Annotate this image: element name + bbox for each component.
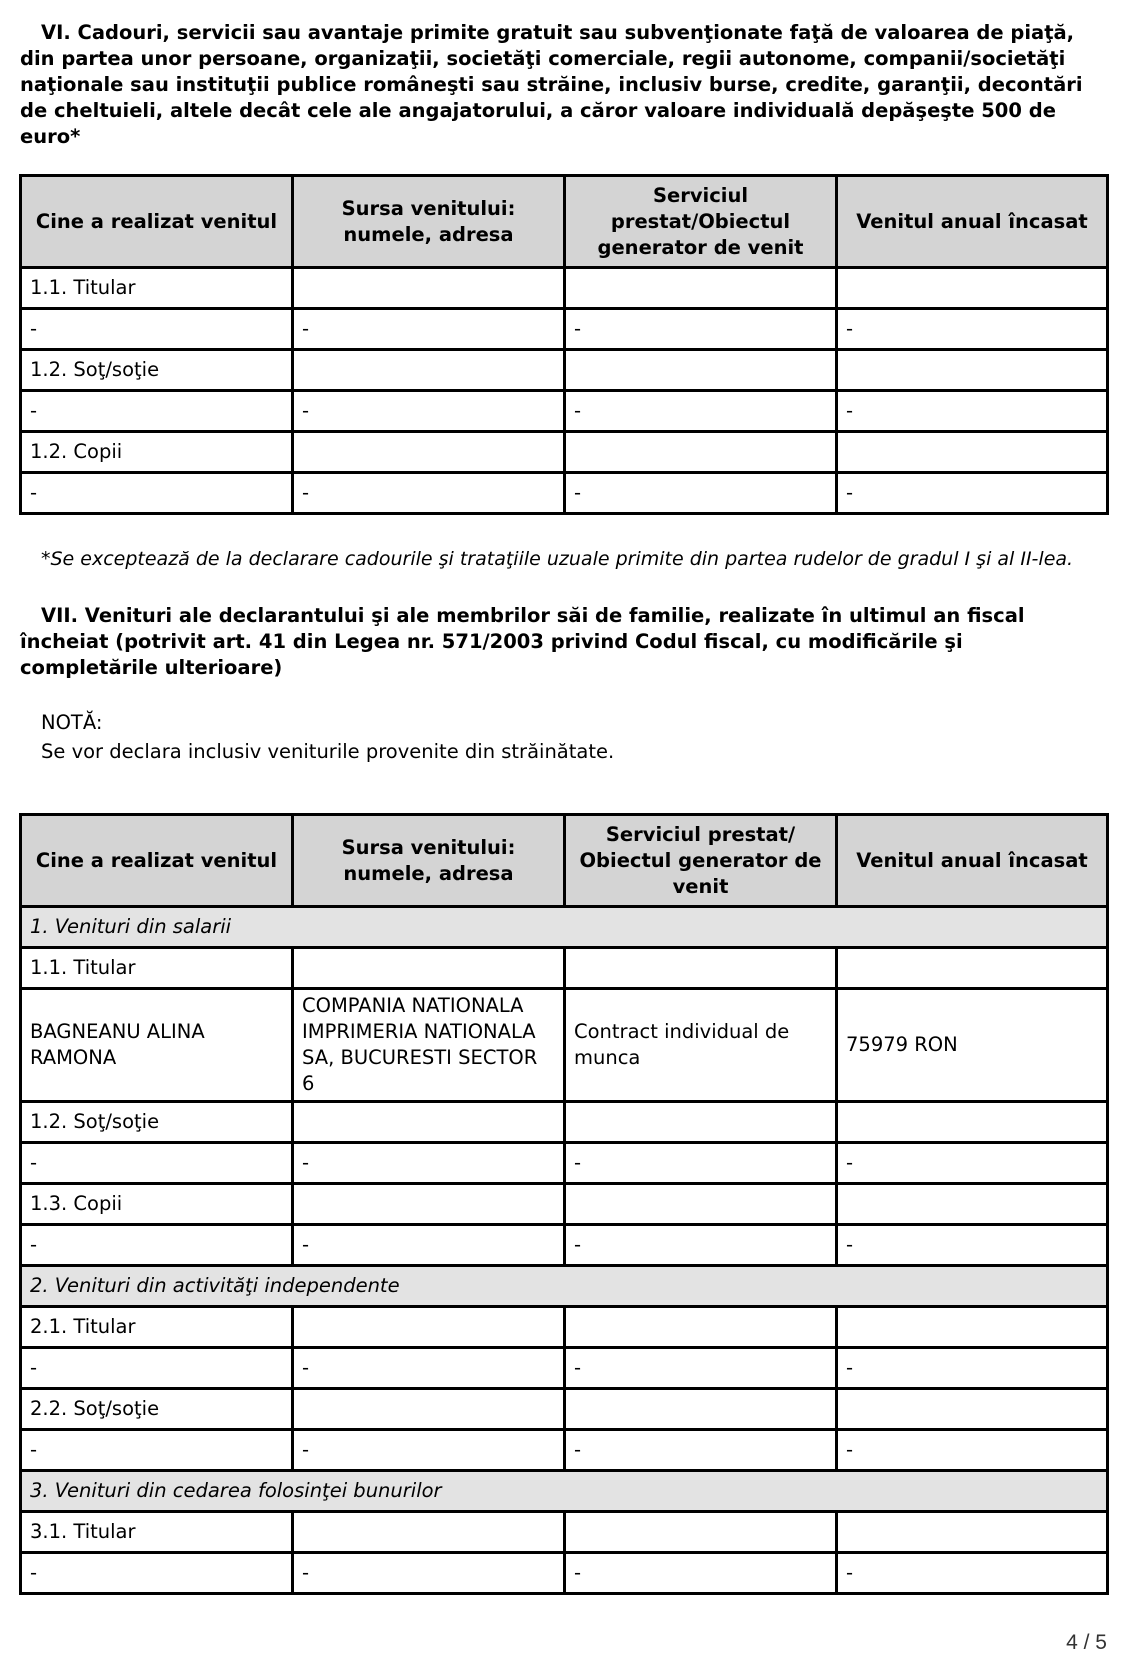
table-cell — [837, 1102, 1108, 1143]
header-service-provided: Serviciul prestat/Obiectul generator de venit — [565, 176, 837, 268]
table-cell: - — [565, 1225, 837, 1266]
table-cell: - — [837, 1225, 1108, 1266]
table-cell: BAGNEANU ALINA RAMONA — [21, 989, 293, 1102]
table-cell: - — [21, 1143, 293, 1184]
table-cell: - — [837, 309, 1108, 350]
table-cell: - — [565, 1348, 837, 1389]
header-income-source: Sursa venitului: numele, adresa — [293, 176, 565, 268]
table-row — [21, 989, 1108, 1102]
group-title: 3. Venituri din cedarea folosinţei bunurilor — [21, 1471, 1108, 1512]
table-row — [21, 268, 1108, 309]
header-income-source: Sursa venitului: numele, adresa — [293, 815, 565, 907]
section-7-table — [19, 813, 1109, 1595]
table-cell — [293, 1102, 565, 1143]
table-cell: - — [293, 1430, 565, 1471]
table-row — [21, 948, 1108, 989]
table-cell: - — [293, 309, 565, 350]
table-row — [21, 432, 1108, 473]
table-cell: - — [565, 391, 837, 432]
table-cell: - — [565, 1553, 837, 1594]
table-cell: 1.2. Soţ/soţie — [21, 350, 293, 391]
table-row — [21, 1307, 1108, 1348]
table-cell — [565, 350, 837, 391]
table-cell: - — [21, 1348, 293, 1389]
table-cell: - — [293, 1143, 565, 1184]
table-row — [21, 1348, 1108, 1389]
table-cell — [837, 1184, 1108, 1225]
table-cell — [293, 948, 565, 989]
table-cell — [293, 432, 565, 473]
table-row — [21, 1102, 1108, 1143]
table-row — [21, 1430, 1108, 1471]
table-cell: - — [21, 1430, 293, 1471]
table-cell: - — [293, 391, 565, 432]
table-cell: 1.2. Soţ/soţie — [21, 1102, 293, 1143]
table-cell: 3.1. Titular — [21, 1512, 293, 1553]
table-cell: - — [21, 1225, 293, 1266]
section-row-salaries — [21, 907, 1108, 948]
table-cell — [565, 1307, 837, 1348]
table-cell: - — [293, 473, 565, 514]
table-cell: 1.2. Copii — [21, 432, 293, 473]
table-cell: - — [565, 473, 837, 514]
group-title: 1. Venituri din salarii — [21, 907, 1108, 948]
table-row — [21, 350, 1108, 391]
table-cell: - — [837, 1553, 1108, 1594]
table-row — [21, 1553, 1108, 1594]
table-row — [21, 391, 1108, 432]
table-cell — [565, 948, 837, 989]
table-row — [21, 1512, 1108, 1553]
table-cell: - — [21, 1553, 293, 1594]
table-cell — [565, 1389, 837, 1430]
table-cell: - — [565, 309, 837, 350]
table-cell: - — [565, 1430, 837, 1471]
table-cell: - — [21, 473, 293, 514]
table-cell — [293, 1389, 565, 1430]
table-header-row — [21, 176, 1108, 268]
table-cell: - — [293, 1348, 565, 1389]
table-cell: - — [21, 309, 293, 350]
table-cell — [293, 350, 565, 391]
table-row — [21, 1184, 1108, 1225]
table-cell — [837, 350, 1108, 391]
table-cell: - — [837, 1430, 1108, 1471]
section-6-table — [19, 174, 1109, 515]
table-cell — [293, 268, 565, 309]
table-row — [21, 473, 1108, 514]
table-header-row — [21, 815, 1108, 907]
table-cell: COMPANIA NATIONALA IMPRIMERIA NATIONALA SA, BUCURESTI SECTOR 6 — [293, 989, 565, 1102]
note-label: NOTĂ: — [41, 711, 103, 734]
table-cell — [837, 1389, 1108, 1430]
header-annual-income: Venitul anual încasat — [837, 815, 1108, 907]
table-cell — [837, 432, 1108, 473]
header-income-earner: Cine a realizat venitul — [21, 815, 293, 907]
section-7-heading: VII. Venituri ale declarantului şi ale membrilor săi de familie, realizate în ultimul an fiscal încheiat (potrivit art. 41 din Legea nr. 571/2003 privind Codul fiscal, cu modificările şi completările ulterioare) — [20, 604, 1025, 679]
table-cell: 1.1. Titular — [21, 268, 293, 309]
table-cell — [837, 1512, 1108, 1553]
table-cell — [565, 1184, 837, 1225]
note-text: Se vor declara inclusiv veniturile provenite din străinătate. — [41, 740, 615, 763]
table-cell: 2.1. Titular — [21, 1307, 293, 1348]
table-cell: 1.3. Copii — [21, 1184, 293, 1225]
table-cell — [565, 268, 837, 309]
table-row — [21, 309, 1108, 350]
table-cell — [565, 432, 837, 473]
table-cell — [565, 1512, 837, 1553]
table-cell: 1.1. Titular — [21, 948, 293, 989]
table-cell: - — [837, 1143, 1108, 1184]
group-title: 2. Venituri din activităţi independente — [21, 1266, 1108, 1307]
table-cell: Contract individual de munca — [565, 989, 837, 1102]
table-cell: - — [565, 1143, 837, 1184]
section-row-independent — [21, 1266, 1108, 1307]
table-cell: - — [21, 391, 293, 432]
table-cell: - — [293, 1553, 565, 1594]
table-cell: - — [837, 473, 1108, 514]
page-number: 4 / 5 — [1066, 1631, 1107, 1654]
table-cell — [837, 948, 1108, 989]
table-row — [21, 1225, 1108, 1266]
header-income-earner: Cine a realizat venitul — [21, 176, 293, 268]
table-row — [21, 1389, 1108, 1430]
table-cell: - — [837, 1348, 1108, 1389]
table-cell — [565, 1102, 837, 1143]
section-row-property-use — [21, 1471, 1108, 1512]
section-6-heading: VI. Cadouri, servicii sau avantaje primite gratuit sau subvenţionate faţă de valoarea de piaţă, din partea unor persoane, organizaţii, societăţi comerciale, regii autonome, companii/societăţi naţionale sau instituţii publice româneşti sau străine, inclusiv burse, credite, garanţii, decontări de cheltuieli, altele decât cele ale angajatorului, a căror valoare individuală depăşeşte 500 de euro* — [20, 21, 1083, 148]
table-cell: - — [293, 1225, 565, 1266]
table-row — [21, 1143, 1108, 1184]
table-cell — [293, 1307, 565, 1348]
header-annual-income: Venitul anual încasat — [837, 176, 1108, 268]
table-cell — [293, 1184, 565, 1225]
table-cell: - — [837, 391, 1108, 432]
table-cell: 2.2. Soţ/soţie — [21, 1389, 293, 1430]
table-cell — [837, 1307, 1108, 1348]
table-cell — [837, 268, 1108, 309]
section-6-footnote: *Se exceptează de la declarare cadourile şi trataţiile uzuale primite din partea rudelor de gradul I şi al II-lea. — [41, 548, 1074, 570]
table-cell: 75979 RON — [837, 989, 1108, 1102]
table-cell — [293, 1512, 565, 1553]
header-service-provided: Serviciul prestat/ Obiectul generator de venit — [565, 815, 837, 907]
